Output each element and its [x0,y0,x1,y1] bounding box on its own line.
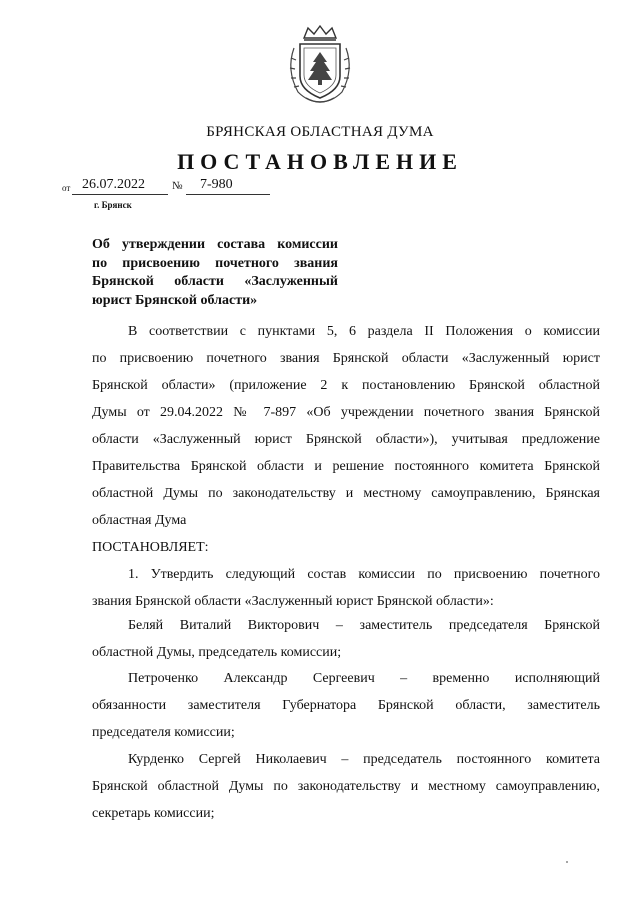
item-1-line: 1. Утвердить следующий состав комиссии по присвоению почетного [128,567,600,582]
preamble-paragraph [92,318,600,534]
member-line: обязанности заместителя Губернатора Брянской области, заместитель [92,698,600,713]
resolves-heading [92,534,600,561]
resolves-text: ПОСТАНОВЛЯЕТ: [92,540,209,555]
member-line: секретарь комиссии; [92,806,215,821]
preamble-line: Думы от 29.04.2022 № 7-897 «Об учреждении почетного звания Брянской [92,405,600,420]
organization-name: БРЯНСКАЯ ОБЛАСТНАЯ ДУМА [206,124,434,140]
member-line: Брянской областной Думы по законодательству и местному самоуправлению, [92,779,600,794]
city-label: г. Брянск [94,200,132,210]
number-prefix: № [172,180,183,192]
item-1-line: звания Брянской области «Заслуженный юрист Брянской области»: [92,594,494,609]
member-line: Курденко Сергей Николаевич – председатель постоянного комитета [128,752,600,767]
preamble-line: областная Дума [92,513,187,528]
subject-line: Об утверждении состава комиссии [92,237,338,252]
preamble-line: В соответствии с пунктами 5, 6 раздела II Положения о комиссии [128,324,600,339]
member-line: Беляй Виталий Викторович – заместитель председателя Брянской [128,618,600,633]
document-date: 26.07.2022 [82,177,145,192]
subject-line: Брянской области «Заслуженный [92,274,338,289]
member-entry [92,665,600,746]
document-type-title: ПОСТАНОВЛЕНИЕ [177,149,463,174]
member-entry [92,612,600,666]
preamble-line: областной Думы по законодательству и местному самоуправлению, Брянская [92,486,600,501]
preamble-line: области «Заслуженный юрист Брянской области»), учитывая предложение [92,432,600,447]
member-entry [92,746,600,827]
subject-line: юрист Брянской области» [92,292,258,308]
item-1-paragraph [92,561,600,615]
date-prefix: от [62,183,71,193]
preamble-line: по присвоению почетного звания Брянской области «Заслуженный юрист [92,351,600,366]
document-subject [92,236,338,310]
preamble-line: Правительства Брянской области и решение постоянного комитета Брянской [92,459,600,474]
member-line: Петроченко Александр Сергеевич – временно исполняющий [128,671,600,686]
member-line: председателя комиссии; [92,725,235,740]
scan-speck [566,861,568,863]
document-number: 7-980 [200,177,233,192]
member-line: областной Думы, председатель комиссии; [92,645,342,660]
subject-line: по присвоению почетного звания [92,255,338,271]
preamble-line: Брянской области» (приложение 2 к постановлению Брянской областной [92,378,600,393]
number-underline [186,194,270,195]
coat-of-arms-icon [282,24,358,106]
date-underline [72,194,168,195]
